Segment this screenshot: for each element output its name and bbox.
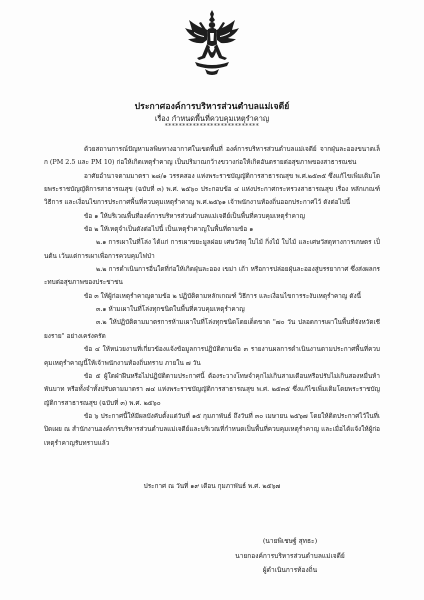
- clause-3-2: ๓.๒ ให้ปฏิบัติตามมาตรการห้ามเผาในที่โล่งทุกชนิดโดยเด็ดขาด "๗๐ วัน ปลอดการเผาในพื้นที่จังหวัดเชียงราย" อย่างเคร่งครัด: [44, 318, 380, 340]
- signer-role: ผู้ดำเนินการท้องถิ่น: [262, 566, 318, 574]
- signer-name: (นายพิเชษฐ์ สุทธะ): [262, 537, 318, 545]
- clause-1: ข้อ ๑ ให้บริเวณพื้นที่องค์การบริหารส่วนตำบลแม่เจดีย์เป็นพื้นที่ควบคุมเหตุรำคาญ: [84, 211, 305, 220]
- title-divider: ***************************: [164, 123, 260, 130]
- document-title: ประกาศองค์การบริหารส่วนตำบลแม่เจดีย์: [134, 102, 290, 112]
- clause-3-1: ๓.๑ ห้ามเผาในที่โล่งทุกชนิดในพื้นที่ควบคุมเหตุรำคาญ: [96, 305, 245, 314]
- document-subject: เรื่อง กำหนดพื้นที่ควบคุมเหตุรำคาญ: [154, 114, 270, 123]
- clause-4: ข้อ ๔ ให้หน่วยงานที่เกี่ยวข้องแจ้งข้อมูลการปฏิบัติตามข้อ ๓ รายงานผลการดำเนินงานตามประกาศพื้นที่ควบคุมเหตุรำคาญนี้ให้เจ้าพนักงานท้องถิ่นทราบ ภายใน ๗ วัน: [44, 345, 380, 367]
- signer-position: นายกองค์การบริหารส่วนตำบลแม่เจดีย์: [235, 552, 345, 560]
- paragraph-preamble: ด้วยสถานการณ์ปัญหามลพิษทางอากาศในเขตพื้นที่ องค์การบริหารส่วนตำบลแม่เจดีย์ จากฝุ่นละอองขนาดเล็ก (PM 2.5 และ PM 10) ก่อให้เกิดเหตุรำคาญ เป็นปริมาณกว้างขวางก่อให้เกิดอันตรายต่อสุขภาพของสาธารณชน: [44, 145, 380, 167]
- clause-3: ข้อ ๓ ให้ผู้ก่อเหตุรำคาญตามข้อ ๒ ปฏิบัติตามหลักเกณฑ์ วิธีการ และเงื่อนไขการระงับเหตุรำคาญ ดังนี้: [84, 291, 362, 300]
- garuda-emblem-icon: [183, 8, 241, 78]
- announcement-date: ประกาศ ณ วันที่ ๑๙ เดือน กุมภาพันธ์ พ.ศ. ๒๕๖๗: [143, 482, 281, 490]
- clause-2: ข้อ ๒ ให้เหตุจำเป็นดังต่อไปนี้ เป็นเหตุรำคาญในพื้นที่ตามข้อ ๑: [84, 225, 254, 234]
- clause-2-1: ๒.๑ การเผาในที่โล่ง ได้แก่ การเผาขยะมูลฝอย เศษวัสดุ ใบไม้ กิ่งไม้ ใบไม้ และเศษวัสดุทางการเกษตร เป็นต้น เว้นแต่การเผาเพื่อการควบคุมไฟป่า: [44, 238, 380, 260]
- clause-2-2: ๒.๒ การดำเนินการอื่นใดที่ก่อให้เกิดฝุ่นละออง เขม่า เถ้า หรือการปล่อยฝุ่นละอองสู่บรรยากาศ ซึ่งส่งผลกระทบต่อสุขภาพของประชาชน: [44, 265, 380, 287]
- document-body: [44, 143, 380, 450]
- paragraph-authority: อาศัยอำนาจตามมาตรา ๒๘/๑ วรรคสอง แห่งพระราชบัญญัติการสาธารณสุข พ.ศ.๒๕๓๕ ซึ่งแก้ไขเพิ่มเติมโดยพระราชบัญญัติการสาธารณสุข (ฉบับที่ ๓) พ.ศ. ๒๕๖๐ ประกอบข้อ ๔ แห่งประกาศกระทรวงสาธารณสุข เรื่อง หลักเกณฑ์ วิธีการ และเงื่อนไขการประกาศพื้นที่ควบคุมเหตุรำคาญ พ.ศ.๒๕๖๑ เจ้าพนักงานท้องถิ่นออกประกาศไว้ ดังต่อไปนี้: [44, 171, 380, 207]
- clause-6: ข้อ ๖ ประกาศนี้ให้มีผลบังคับตั้งแต่วันที่ ๑๕ กุมภาพันธ์ ถึงวันที่ ๓๐ เมษายน ๒๕๖๗ โดยให้ติดประกาศไว้ในที่เปิดเผย ณ สำนักงานองค์การบริหารส่วนตำบลแม่เจดีย์และบริเวณที่กำหนดเป็นพื้นที่ควบคุมเหตุรำคาญ และเมื่อได้แจ้งให้ผู้ก่อเหตุรำคาญรับทราบแล้ว: [44, 411, 380, 447]
- clause-5: ข้อ ๕ ผู้ใดฝ่าฝืนหรือไม่ปฏิบัติตามประกาศนี้ ต้องระวางโทษจำคุกไม่เกินสามเดือนหรือปรับไม่เกินสองหมื่นห้าพันบาท หรือทั้งจำทั้งปรับตามมาตรา ๗๔ แห่งพระราชบัญญัติการสาธารณสุข พ.ศ. ๒๕๓๕ ซึ่งแก้ไขเพิ่มเติมโดยพระราชบัญญัติการสาธารณสุข (ฉบับที่ ๓) พ.ศ. ๒๕๖๐: [44, 371, 380, 407]
